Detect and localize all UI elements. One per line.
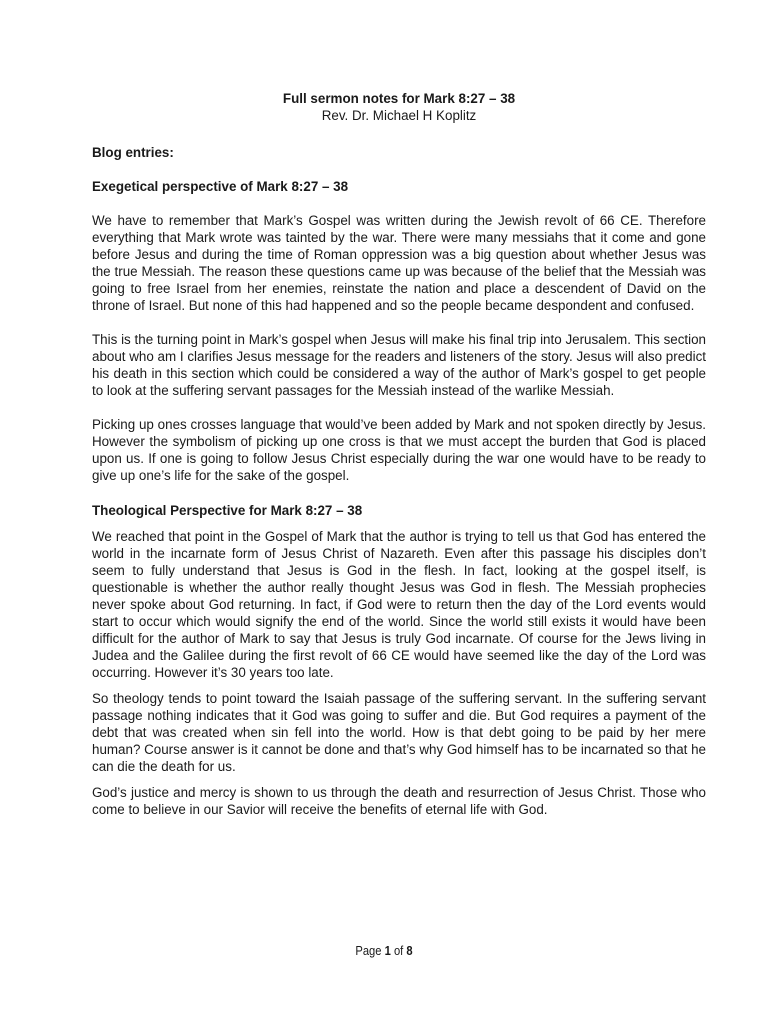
section-heading-exegetical: Exegetical perspective of Mark 8:27 – 38 xyxy=(92,179,349,194)
page-footer xyxy=(54,943,714,958)
paragraph: We reached that point in the Gospel of Mark that the author is trying to tell us that God has entered the world in the incarnate form of Jesus Christ of Nazareth. Even after this passage his disciples don’t seem to fully understand that Jesus is God in the flesh. In fact, looking at the gospel itself, is questionable is whether the author really thought Jesus was God in flesh. The Messiah prophecies never spoke about God returning. In fact, if God were to return then the day of the Lord events would start to occur which would signify the end of the world. Since the world still exists it would have been difficult for the author of Mark to say that Jesus is truly God incarnate. Of course for the Jews living in Judea and the Galilee during the first revolt of 66 CE would have seemed like the day of the Lord was occurring. However it’s 30 years too late. xyxy=(92,529,706,680)
page-number: 1 xyxy=(384,943,391,958)
paragraph: So theology tends to point toward the Isaiah passage of the suffering servant. In the suffering servant passage nothing indicates that it God was going to suffer and die. But God requires a payment of the debt that was created when sin fell into the world. How is that debt going to be paid by her mere human? Course answer is it cannot be done and that’s why God himself has to be incarnated so that he can die the death for us. xyxy=(92,691,706,774)
document-title: Full sermon notes for Mark 8:27 – 38 xyxy=(282,91,516,106)
paragraph: This is the turning point in Mark’s gospel when Jesus will make his final trip into Jerusalem. This section about who am I clarifies Jesus message for the readers and listeners of the story. Jesus will also predict his death in this section which could be considered a way of the author of Mark’s gospel to get people to look at the suffering servant passages for the Messiah instead of the warlike Messiah. xyxy=(92,332,706,398)
section-heading-theological: Theological Perspective for Mark 8:27 – 38 xyxy=(92,503,363,518)
document-page xyxy=(92,90,706,818)
page-word: Page xyxy=(355,943,382,958)
paragraph: God’s justice and mercy is shown to us through the death and resurrection of Jesus Christ. Those who come to believe in our Savior will receive the benefits of eternal life with God. xyxy=(92,785,706,817)
page-total: 8 xyxy=(406,943,413,958)
blog-entries-label: Blog entries: xyxy=(92,145,174,160)
paragraph: We have to remember that Mark’s Gospel was written during the Jewish revolt of 66 CE. Therefore everything that Mark wrote was tainted by the war. There were many messiahs that it come and gone before Jesus and during the time of Roman oppression was a big question about whether Jesus was the true Messiah. The reason these questions came up was because of the belief that the Messiah was going to free Israel from her enemies, reinstate the nation and place a descendent of David on the throne of Israel. But none of this had happened and so the people became despondent and confused. xyxy=(92,213,706,313)
paragraph: Picking up ones crosses language that would’ve been added by Mark and not spoken directly by Jesus. However the symbolism of picking up one cross is that we must accept the burden that God is placed upon us. If one is going to follow Jesus Christ especially during the war one would have to be ready to give up one’s life for the sake of the gospel. xyxy=(92,417,706,483)
of-word: of xyxy=(393,943,404,958)
document-header xyxy=(92,90,706,124)
document-author: Rev. Dr. Michael H Koplitz xyxy=(321,108,477,123)
